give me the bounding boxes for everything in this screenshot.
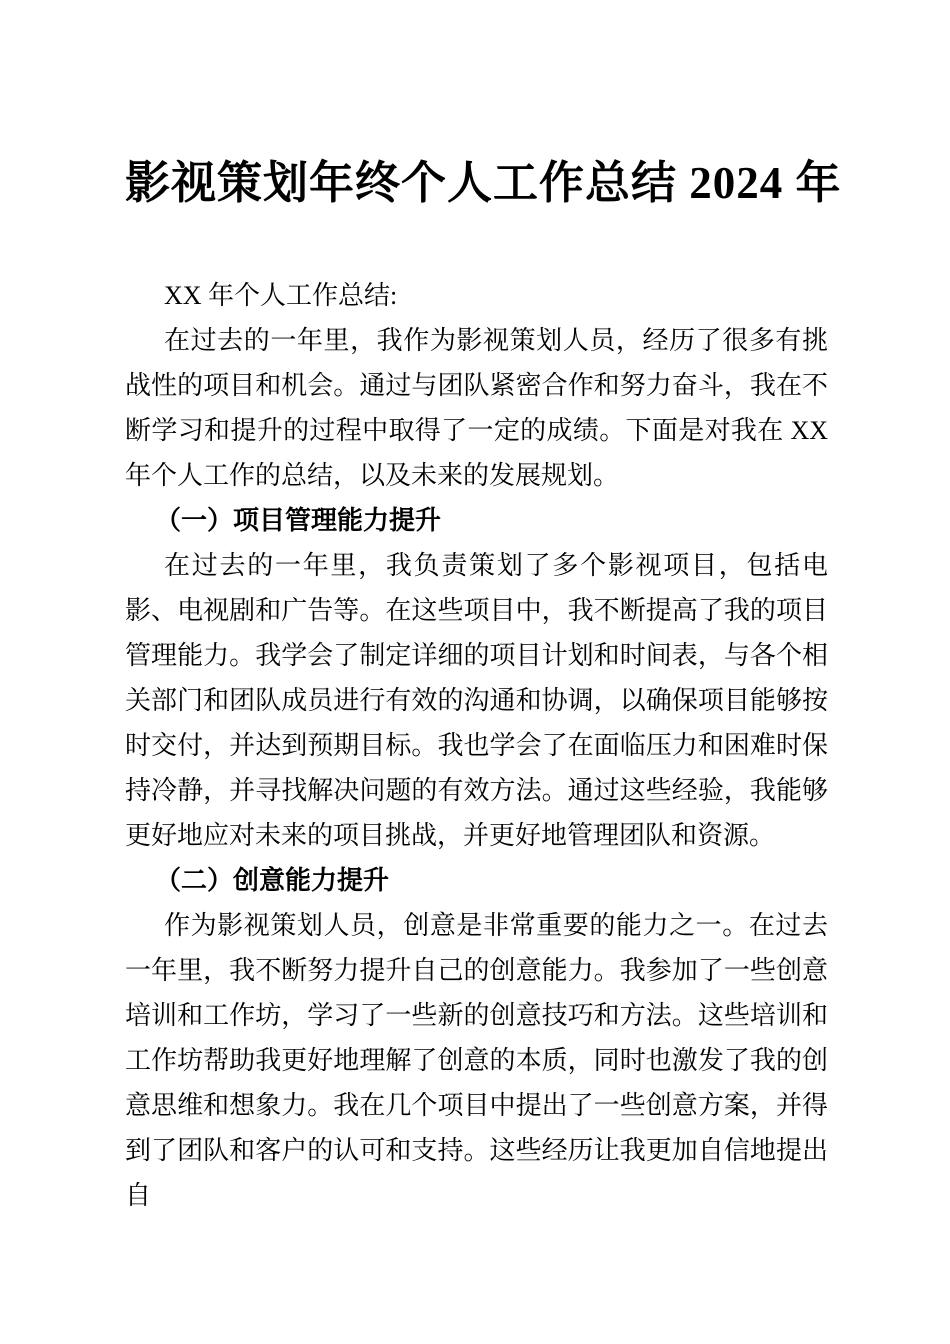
paragraph: 在过去的一年里，我作为影视策划人员，经历了很多有挑战性的项目和机会。通过与团队紧密合作和努力奋斗，我在不断学习和提升的过程中取得了一定的成绩。下面是对我在 XX 年个人工作的总结，以及未来的发展规划。 xyxy=(125,326,828,490)
paragraph: 在过去的一年里，我负责策划了多个影视项目，包括电影、电视剧和广告等。在这些项目中，我不断提高了我的项目管理能力。我学会了制定详细的项目计划和时间表，与各个相关部门和团队成员进行有效的沟通和协调，以确保项目能够按时交付，并达到预期目标。我也学会了在面临压力和困难时保持冷静，并寻找解决问题的有效方法。通过这些经验，我能够更好地应对未来的项目挑战，并更好地管理团队和资源。 xyxy=(125,551,828,850)
section-heading: （二）创意能力提升 xyxy=(155,866,390,895)
section-heading: （一）项目管理能力提升 xyxy=(155,506,442,535)
document-title: 影视策划年终个人工作总结 2024 年 xyxy=(125,158,842,208)
document-body xyxy=(125,273,828,1218)
paragraph: XX 年个人工作总结: xyxy=(164,281,398,310)
paragraph: 作为影视策划人员，创意是非常重要的能力之一。在过去一年里，我不断努力提升自己的创意能力。我参加了一些创意培训和工作坊，学习了一些新的创意技巧和方法。这些培训和工作坊帮助我更好地理解了创意的本质，同时也激发了我的创意思维和想象力。我在几个项目中提出了一些创意方案，并得到了团队和客户的认可和支持。这些经历让我更加自信地提出自 xyxy=(125,911,828,1210)
